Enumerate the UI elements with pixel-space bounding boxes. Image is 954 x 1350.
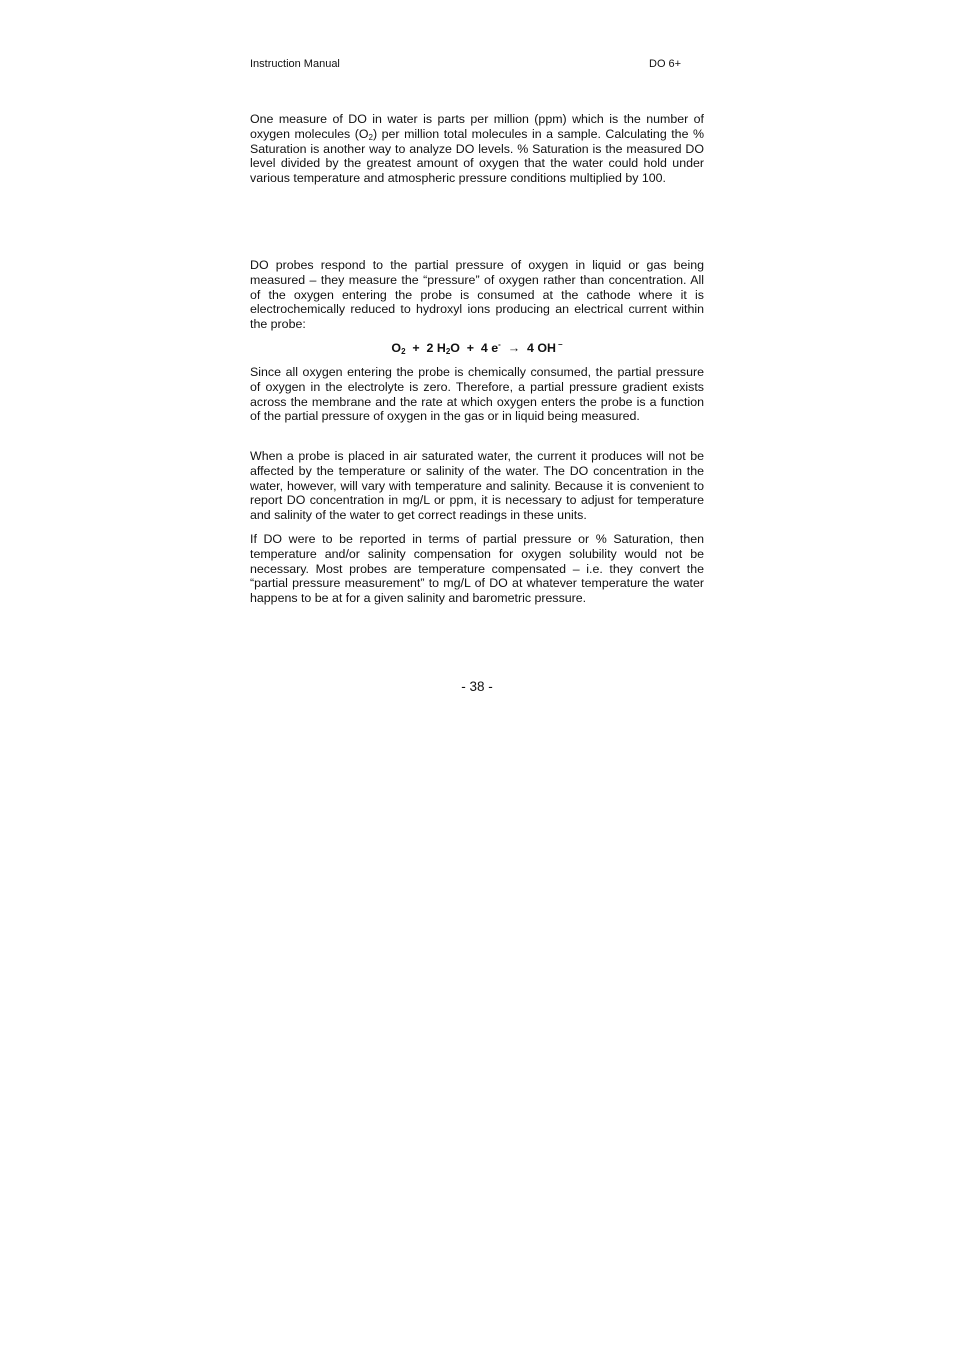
arrow-icon: → — [500, 341, 527, 355]
page-number: - 38 - — [461, 679, 493, 694]
paragraph-probe-response: DO probes respond to the partial pressure of oxygen in liquid or gas being measured – they measure the “pressure” of oxygen rather than concentration. All of the oxygen entering the probe is consumed at the cathode where it is electrochemically reduced to hydroxyl ions producing an electrical current within the probe: — [250, 258, 704, 332]
paragraph-compensation: If DO were to be reported in terms of partial pressure or % Saturation, then temperature and/or salinity compensation for oxygen solubility would not be necessary. Most probes are temperature compensated – i.e. they convert the “partial pressure measurement” to mg/L of DO at whatever temperature the water happens to be at for a given salinity and barometric pressure. — [250, 532, 704, 606]
header-title: Instruction Manual — [250, 58, 340, 70]
paragraph-do-measure — [250, 112, 704, 186]
equation-term: 4 OH — [526, 341, 556, 355]
equation-superscript: - — [498, 340, 501, 349]
equation-superscript: – — [555, 340, 563, 349]
equation-term: + 2 H — [405, 341, 446, 355]
equation-subscript: 2 — [401, 347, 406, 356]
paragraph-text: ) per million total molecules in a sample. Calculating the % Saturation is another way to analyze DO levels. % Saturation is the measured DO level divided by the greatest amount of oxygen that the water could hold under various temperature and atmospheric pressure conditions multiplied by 100. — [250, 126, 704, 186]
header-model: DO 6+ — [649, 58, 682, 70]
equation-term: O — [391, 341, 402, 355]
reduction-equation — [250, 341, 704, 356]
paragraph-air-saturated: When a probe is placed in air saturated water, the current it produces will not be affected by the temperature or salinity of the water. The DO concentration in the water, however, will vary with temperature and salinity. Because it is convenient to report DO concentration in mg/L or ppm, it is necessary to adjust for temperature and salinity of the water to get correct readings in these units. — [250, 449, 704, 523]
paragraph-partial-pressure: Since all oxygen entering the probe is chemically consumed, the partial pressure of oxygen in the electrolyte is zero. Therefore, a partial pressure gradient exists across the membrane and the rate at which oxygen enters the probe is a function of the partial pressure of oxygen in the gas or in liquid being measured. — [250, 365, 704, 424]
paragraph-text: One measure of DO in water is parts per million (ppm) which is the number of oxygen molecules (O — [250, 112, 704, 141]
equation-term: O + 4 e — [450, 341, 499, 355]
equation-subscript: 2 — [445, 347, 451, 356]
subscript: 2 — [368, 132, 373, 142]
